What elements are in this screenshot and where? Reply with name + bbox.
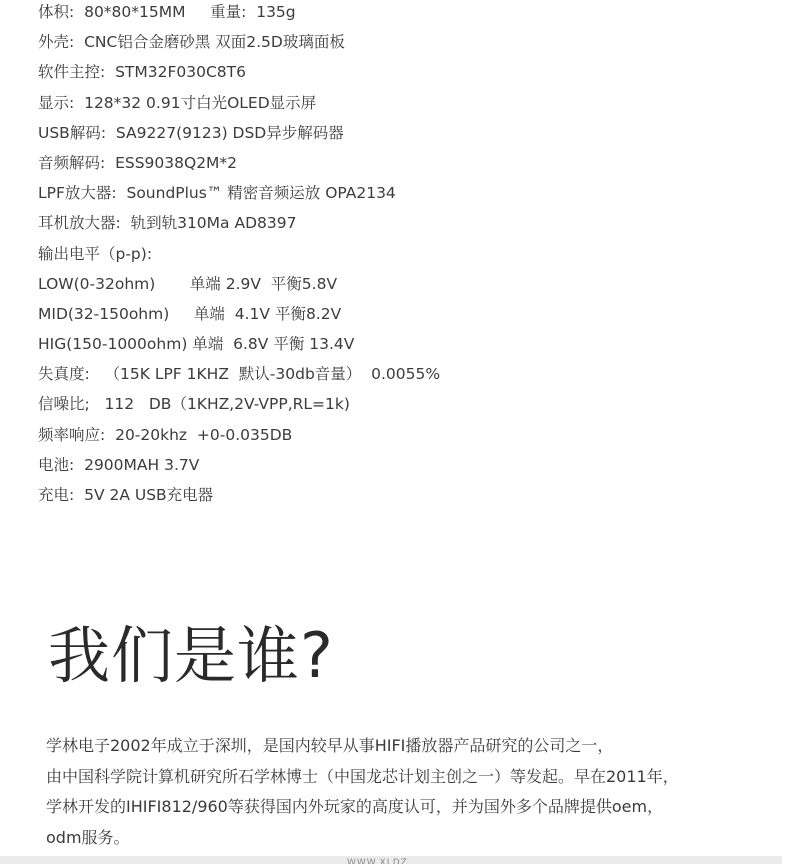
- about-line: 学林开发的IHIFI812/960等获得国内外玩家的高度认可，并为国外多个品牌提供oem，: [46, 797, 664, 816]
- spec-usb-decoder: USB解码: SA9227(9123) DSD异步解码器: [38, 123, 344, 142]
- spec-battery: 电池: 2900MAH 3.7V: [38, 455, 200, 474]
- about-line: 由中国科学院计算机研究所石学林博士（中国龙芯计划主创之一）等发起。早在2011年，: [46, 766, 679, 786]
- spec-controller: 软件主控: STM32F030C8T6: [38, 63, 246, 82]
- spec-output-high: HIG(150-1000ohm) 单端 6.8V 平衡 13.4V: [38, 335, 355, 354]
- about-line: odm服务。: [46, 827, 130, 847]
- spec-housing: 外壳: CNC铝合金磨砂黑 双面2.5D玻璃面板: [38, 33, 345, 52]
- footer-strip-text: WWW.XLDZ: [347, 858, 408, 864]
- spec-list: [38, 0, 440, 513]
- spec-output-low: LOW(0-32ohm) 单端 2.9V 平衡5.8V: [38, 274, 338, 293]
- spec-output-level: 输出电平（p-p):: [38, 244, 153, 263]
- spec-display: 显示: 128*32 0.91寸白光OLED显示屏: [38, 93, 317, 112]
- about-line: 学林电子2002年成立于深圳，是国内较早从事HIFI播放器产品研究的公司之一，: [46, 736, 614, 755]
- footer-strip: [0, 856, 782, 864]
- spec-distortion: 失真度: （15K LPF 1KHZ 默认-30db音量） 0.0055%: [38, 365, 441, 384]
- spec-headphone-amplifier: 耳机放大器: 轨到轨310Ma AD8397: [38, 214, 297, 233]
- spec-output-mid: MID(32-150ohm) 单端 4.1V 平衡8.2V: [38, 304, 342, 323]
- about-paragraph: [46, 731, 679, 853]
- spec-audio-decoder: 音频解码: ESS9038Q2M*2: [38, 153, 238, 172]
- spec-charging: 充电: 5V 2A USB充电器: [38, 486, 214, 504]
- spec-snr: 信噪比; 112 DB（1KHZ,2V-VPP,RL=1k): [38, 395, 350, 414]
- about-heading: 我们是谁?: [48, 619, 334, 692]
- spec-lpf-amplifier: LPF放大器: SoundPlus™ 精密音频运放 OPA2134: [38, 184, 396, 203]
- spec-dimensions-weight: 体积: 80*80*15MM 重量: 135g: [38, 3, 296, 21]
- spec-frequency-response: 频率响应: 20-20khz +0-0.035DB: [38, 425, 293, 444]
